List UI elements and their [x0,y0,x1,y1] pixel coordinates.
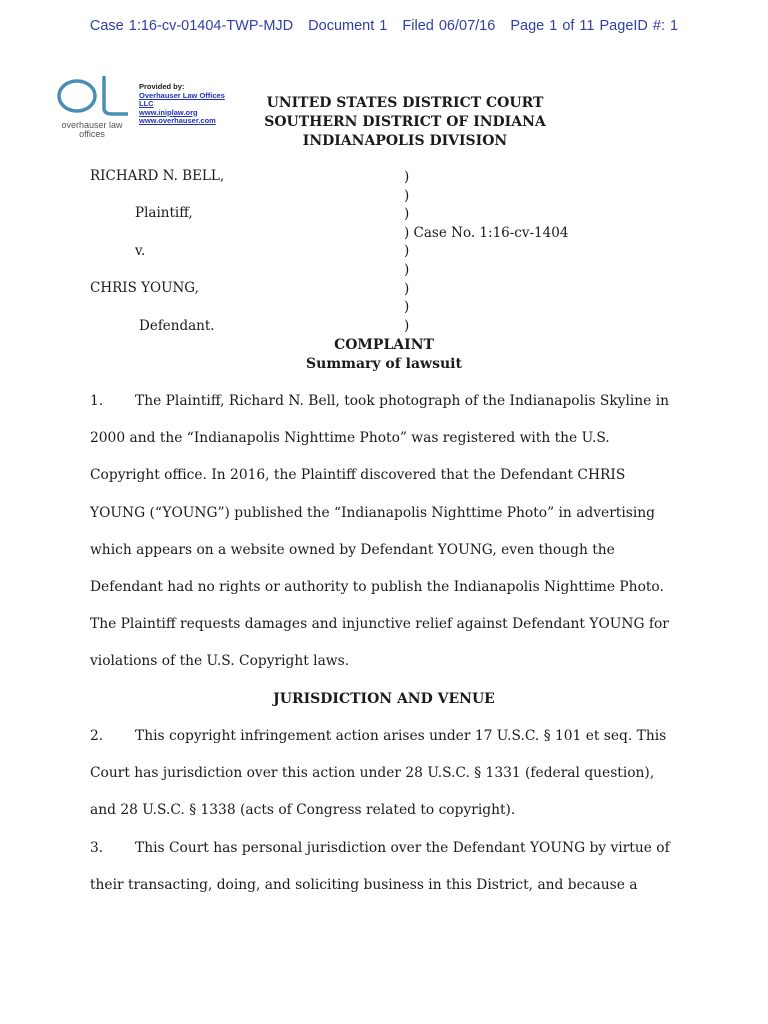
caption-paren: ) [404,169,410,185]
versus-label: v. [135,243,146,259]
overhauser-link[interactable]: www.overhauser.com [139,116,216,125]
court-line-1: UNITED STATES DISTRICT COURT [266,95,544,111]
paragraph-line: YOUNG (“YOUNG”) published the “Indianapolis Nighttime Photo” in advertising [90,504,655,521]
caption-paren: ) [404,280,410,297]
caption-paren: ) [404,299,410,316]
paragraph-line: Defendant had no rights or authority to publish the Indianapolis Nighttime Photo. [90,579,664,596]
caption-paren: ) [404,206,410,223]
iniplaw-link[interactable]: www.iniplaw.org [139,107,198,117]
court-line-3: INDIANAPOLIS DIVISION [302,133,508,149]
summary-heading: Summary of lawsuit [306,356,462,372]
paragraph-line: violations of the U.S. Copyright laws. [90,653,350,670]
logo-caption: overhauser law offices [61,120,123,139]
paragraph-number: 1. [90,393,104,409]
paragraph-line: 2000 and the “Indianapolis Nighttime Photo” was registered with the U.S. [90,430,610,447]
paragraph-line: which appears on a website owned by Defendant YOUNG, even though the [90,541,615,558]
firm-link-llc[interactable]: LLC [139,99,154,108]
jurisdiction-heading: JURISDICTION AND VENUE [273,691,495,707]
caption-paren: ) [404,187,410,204]
paragraph-3 [90,830,690,904]
stamp-document: Document 1 [308,18,388,34]
stamp-case: Case 1:16-cv-01404-TWP-MJD [89,18,294,34]
paragraph-2 [90,718,690,830]
caption-paren: ) [404,243,410,260]
provider-label: Provided by: [139,82,185,91]
case-number: ) Case No. 1:16-cv-1404 [404,224,569,241]
paragraph-line: 1. The Plaintiff, Richard N. Bell, took photograph of the Indianapolis Skyline in [90,383,690,420]
paragraph-line: and 28 U.S.C. § 1338 (acts of Congress related to copyright). [90,802,516,819]
paragraph-line: Court has jurisdiction over this action under 28 U.S.C. § 1331 (federal question), [90,765,655,782]
paragraph-number: 3. [90,840,104,856]
defendant-role: Defendant. [139,318,215,334]
caption-paren: ) [404,261,410,278]
paragraph-line: The Plaintiff requests damages and injunctive relief against Defendant YOUNG for [90,616,669,633]
complaint-title: COMPLAINT [334,337,434,353]
paragraph-line: their transacting, doing, and soliciting business in this District, and because a [90,877,638,894]
provider-block [139,83,225,126]
paragraph-line: 2. This copyright infringement action arises under 17 U.S.C. § 101 et seq. This [90,718,690,755]
filing-stamp [0,18,768,34]
court-line-2: SOUTHERN DISTRICT OF INDIANA [264,114,546,130]
stamp-filed: Filed 06/07/16 [402,18,496,34]
paragraph-line: 3. This Court has personal jurisdiction over the Defendant YOUNG by virtue of [90,830,690,867]
paragraph-number: 2. [90,728,104,744]
court-header [240,94,570,151]
caption-paren: ) [404,317,410,334]
paragraph-1 [90,383,690,681]
plaintiff-role: Plaintiff, [135,205,193,221]
firm-link[interactable]: Overhauser Law Offices [139,90,225,100]
plaintiff-name: RICHARD N. BELL, [90,168,225,184]
paragraph-line: Copyright office. In 2016, the Plaintiff discovered that the Defendant CHRIS [90,467,626,484]
stamp-page: Page 1 of 11 PageID #: 1 [510,18,679,34]
defendant-name: CHRIS YOUNG, [90,280,199,296]
caption-bracket [404,168,568,335]
